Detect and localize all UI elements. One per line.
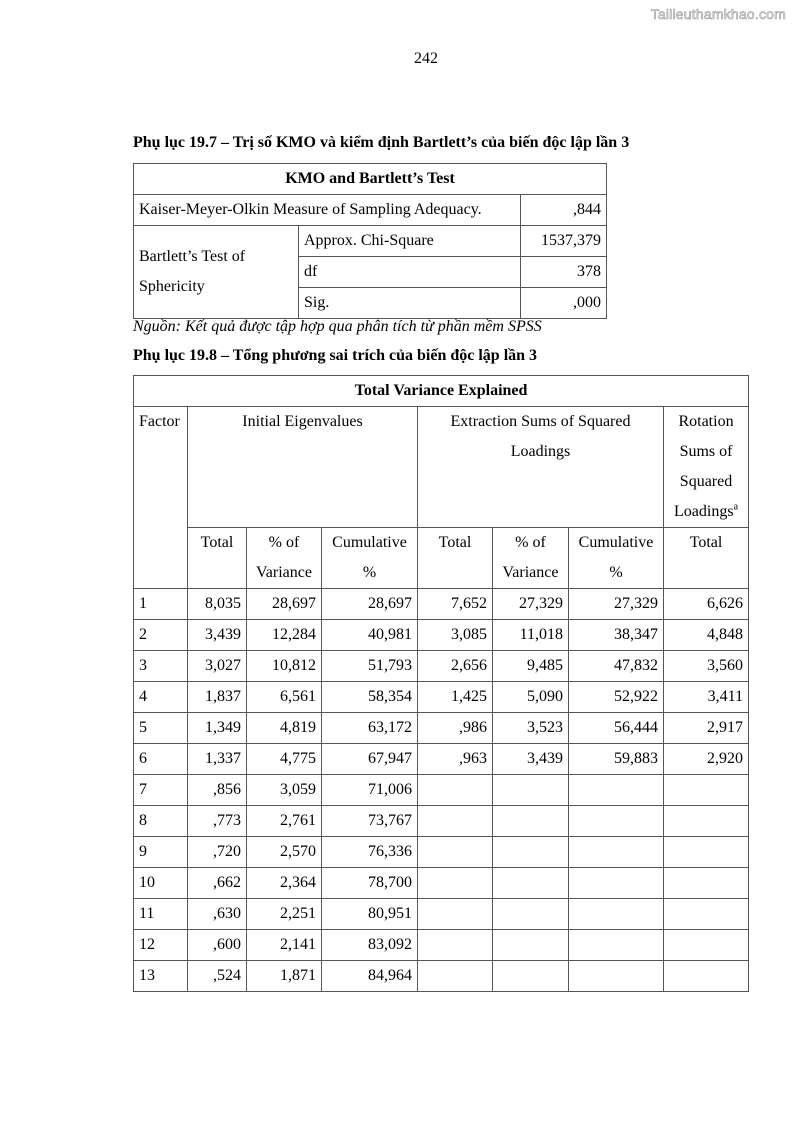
bartlett-row-label: df	[299, 257, 521, 288]
value-cell: 5,090	[493, 682, 569, 713]
value-cell	[493, 899, 569, 930]
factor-cell: 8	[134, 806, 188, 837]
value-cell: 3,439	[493, 744, 569, 775]
value-cell: 3,439	[188, 620, 247, 651]
factor-cell: 1	[134, 589, 188, 620]
sub-header-cum-line1: Cumulative	[578, 534, 654, 551]
sub-header-pct-line1: % of	[515, 534, 546, 551]
sub-header-total: Total	[664, 528, 749, 589]
value-cell	[418, 868, 493, 899]
value-cell	[664, 961, 749, 992]
extraction-header-line1: Extraction Sums of Squared	[450, 413, 631, 430]
value-cell: 71,006	[322, 775, 418, 806]
value-cell: ,720	[188, 837, 247, 868]
value-cell	[418, 930, 493, 961]
value-cell: 1,337	[188, 744, 247, 775]
rotation-header-line: Sums of	[679, 443, 733, 460]
factor-header: Factor	[134, 407, 188, 589]
value-cell: 2,656	[418, 651, 493, 682]
value-cell	[569, 961, 664, 992]
sub-header-cum-line2: %	[362, 564, 377, 581]
caption-kmo: Phụ lục 19.7 – Trị số KMO và kiểm định Bartlett’s của biến độc lập lần 3	[133, 134, 630, 151]
table-row	[134, 775, 749, 806]
table-row	[134, 961, 749, 992]
value-cell: 7,652	[418, 589, 493, 620]
table-row	[134, 868, 749, 899]
value-cell: 2,364	[247, 868, 322, 899]
value-cell: 51,793	[322, 651, 418, 682]
value-cell	[493, 930, 569, 961]
factor-cell: 5	[134, 713, 188, 744]
bartlett-row-value: 1537,379	[521, 226, 607, 257]
value-cell	[569, 806, 664, 837]
rotation-header-line	[669, 497, 743, 527]
sub-header-pct-line1: % of	[268, 534, 300, 551]
value-cell: 56,444	[569, 713, 664, 744]
value-cell: ,524	[188, 961, 247, 992]
value-cell: 38,347	[569, 620, 664, 651]
rotation-header	[664, 407, 749, 528]
sub-header-cum-line2: %	[609, 564, 623, 581]
value-cell: 78,700	[322, 868, 418, 899]
tve-table-title: Total Variance Explained	[134, 376, 749, 407]
table-row	[134, 930, 749, 961]
value-cell: 84,964	[322, 961, 418, 992]
value-cell	[569, 930, 664, 961]
sub-header-cumulative	[569, 528, 664, 589]
bartlett-row-value: 378	[521, 257, 607, 288]
caption-tve: Phụ lục 19.8 – Tổng phương sai trích của biến độc lập lần 3	[133, 347, 538, 364]
sub-header-cum-line1: Cumulative	[332, 534, 407, 551]
sub-header-pct-line2: Variance	[256, 564, 312, 581]
value-cell: ,963	[418, 744, 493, 775]
extraction-header	[418, 407, 664, 528]
factor-cell: 6	[134, 744, 188, 775]
rotation-header-line: Squared	[679, 473, 733, 490]
value-cell	[569, 868, 664, 899]
value-cell: 4,819	[247, 713, 322, 744]
value-cell	[418, 899, 493, 930]
table-row	[134, 713, 749, 744]
value-cell: 58,354	[322, 682, 418, 713]
value-cell: 9,485	[493, 651, 569, 682]
value-cell: 3,085	[418, 620, 493, 651]
rotation-header-line: Rotation	[678, 413, 734, 430]
bartlett-label-line2: Sphericity	[139, 278, 205, 295]
value-cell	[418, 775, 493, 806]
value-cell	[664, 868, 749, 899]
value-cell: 52,922	[569, 682, 664, 713]
value-cell: 4,775	[247, 744, 322, 775]
kmo-measure-label: Kaiser-Meyer-Olkin Measure of Sampling Adequacy.	[134, 195, 521, 226]
value-cell: ,662	[188, 868, 247, 899]
value-cell	[664, 775, 749, 806]
value-cell: 6,561	[247, 682, 322, 713]
value-cell: 2,761	[247, 806, 322, 837]
bartlett-label	[134, 226, 299, 319]
value-cell: 1,871	[247, 961, 322, 992]
value-cell: 3,027	[188, 651, 247, 682]
value-cell: 83,092	[322, 930, 418, 961]
table-row	[134, 620, 749, 651]
extraction-header-line2: Loadings	[510, 443, 571, 460]
value-cell: 2,917	[664, 713, 749, 744]
value-cell: ,773	[188, 806, 247, 837]
value-cell	[664, 930, 749, 961]
table-row	[134, 899, 749, 930]
page-number: 242	[414, 50, 438, 67]
rotation-footnote-mark: a	[733, 501, 739, 513]
value-cell	[493, 806, 569, 837]
value-cell	[493, 775, 569, 806]
value-cell	[493, 868, 569, 899]
value-cell: 8,035	[188, 589, 247, 620]
value-cell: 67,947	[322, 744, 418, 775]
source-note: Nguồn: Kết quả được tập hợp qua phân tích từ phần mềm SPSS	[133, 318, 542, 335]
value-cell: 28,697	[322, 589, 418, 620]
value-cell: 10,812	[247, 651, 322, 682]
value-cell: 3,523	[493, 713, 569, 744]
value-cell	[493, 961, 569, 992]
value-cell: 59,883	[569, 744, 664, 775]
value-cell	[664, 806, 749, 837]
value-cell	[569, 837, 664, 868]
table-row	[134, 744, 749, 775]
value-cell: 11,018	[493, 620, 569, 651]
value-cell: 80,951	[322, 899, 418, 930]
value-cell	[418, 837, 493, 868]
bartlett-row-value: ,000	[521, 288, 607, 319]
factor-cell: 4	[134, 682, 188, 713]
factor-cell: 7	[134, 775, 188, 806]
value-cell: ,856	[188, 775, 247, 806]
value-cell: 1,837	[188, 682, 247, 713]
value-cell	[418, 961, 493, 992]
value-cell	[664, 899, 749, 930]
value-cell: 76,336	[322, 837, 418, 868]
value-cell: 12,284	[247, 620, 322, 651]
table-row	[134, 837, 749, 868]
sub-header-total: Total	[418, 528, 493, 589]
sub-header-pct	[493, 528, 569, 589]
value-cell: ,600	[188, 930, 247, 961]
factor-cell: 9	[134, 837, 188, 868]
kmo-table-title: KMO and Bartlett’s Test	[134, 164, 607, 195]
factor-cell: 2	[134, 620, 188, 651]
kmo-measure-value: ,844	[521, 195, 607, 226]
table-row	[134, 806, 749, 837]
bartlett-row-label: Sig.	[299, 288, 521, 319]
value-cell	[569, 775, 664, 806]
value-cell: 6,626	[664, 589, 749, 620]
value-cell: 2,141	[247, 930, 322, 961]
value-cell: 27,329	[493, 589, 569, 620]
value-cell: 2,570	[247, 837, 322, 868]
bartlett-row-label: Approx. Chi-Square	[299, 226, 521, 257]
value-cell: 47,832	[569, 651, 664, 682]
value-cell: 3,411	[664, 682, 749, 713]
value-cell: ,986	[418, 713, 493, 744]
factor-cell: 12	[134, 930, 188, 961]
value-cell	[493, 837, 569, 868]
initial-eigenvalues-header: Initial Eigenvalues	[188, 407, 418, 528]
watermark: Tailieuthamkhao.com	[650, 6, 786, 22]
value-cell	[664, 837, 749, 868]
value-cell: 28,697	[247, 589, 322, 620]
kmo-table	[133, 163, 607, 319]
value-cell: 27,329	[569, 589, 664, 620]
sub-header-pct-line2: Variance	[502, 564, 559, 581]
bartlett-label-line1: Bartlett’s Test of	[139, 248, 246, 265]
factor-cell: 13	[134, 961, 188, 992]
tve-table	[133, 375, 749, 992]
factor-cell: 11	[134, 899, 188, 930]
value-cell: 63,172	[322, 713, 418, 744]
sub-header-pct	[247, 528, 322, 589]
value-cell: 73,767	[322, 806, 418, 837]
value-cell: 40,981	[322, 620, 418, 651]
value-cell: 2,251	[247, 899, 322, 930]
table-row	[134, 651, 749, 682]
value-cell: 2,920	[664, 744, 749, 775]
rotation-header-text: Loadings	[674, 503, 734, 520]
value-cell: 4,848	[664, 620, 749, 651]
value-cell: 1,425	[418, 682, 493, 713]
value-cell	[569, 899, 664, 930]
value-cell: 3,560	[664, 651, 749, 682]
table-row	[134, 589, 749, 620]
table-row	[134, 682, 749, 713]
value-cell	[418, 806, 493, 837]
value-cell: 1,349	[188, 713, 247, 744]
value-cell: 3,059	[247, 775, 322, 806]
value-cell: ,630	[188, 899, 247, 930]
factor-cell: 3	[134, 651, 188, 682]
factor-cell: 10	[134, 868, 188, 899]
sub-header-total: Total	[188, 528, 247, 589]
sub-header-cumulative	[322, 528, 418, 589]
